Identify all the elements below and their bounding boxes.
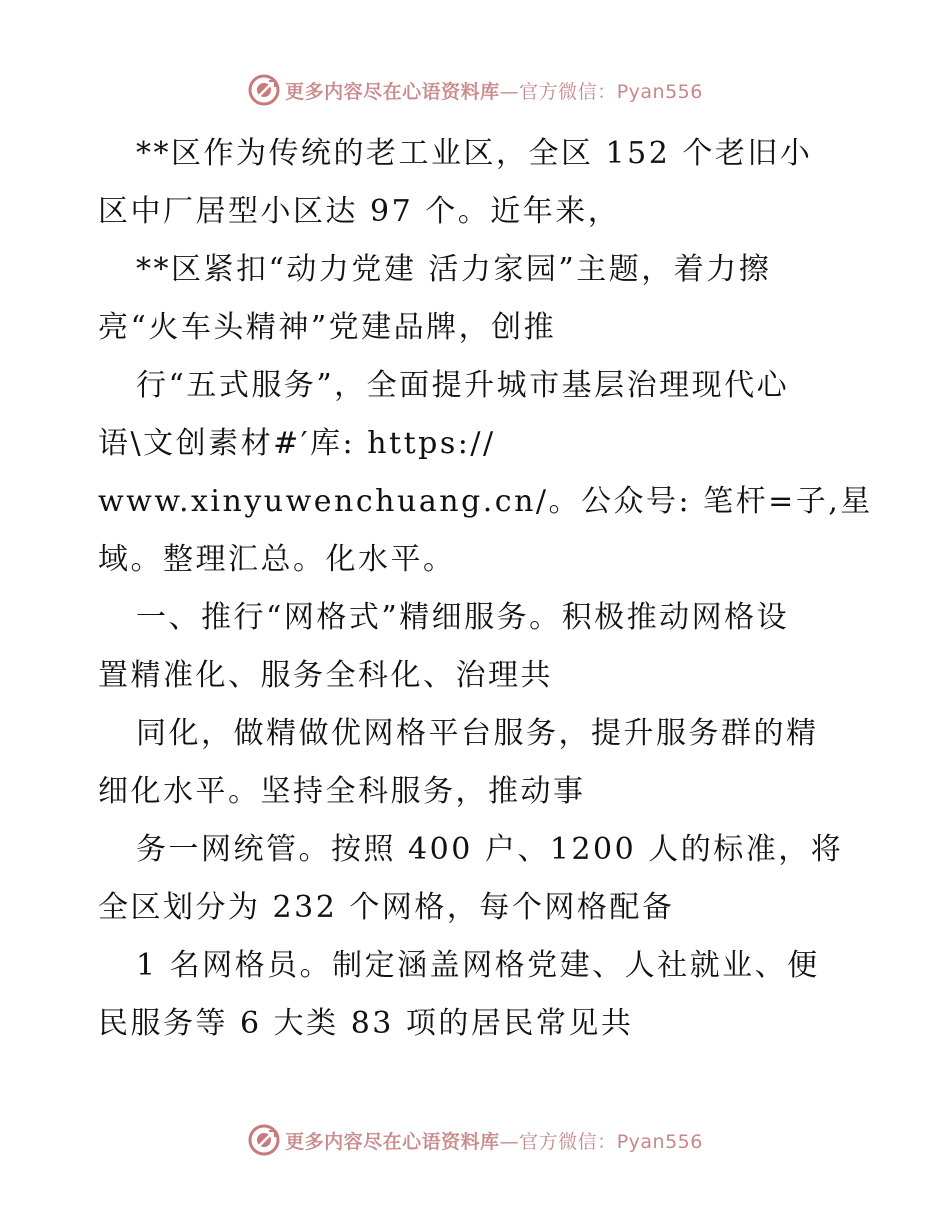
watermark-text bbox=[285, 77, 703, 104]
watermark-logo-icon bbox=[247, 73, 281, 107]
text-line: www.xinyuwenchuang.cn/。公众号: 笔杆=子,星 bbox=[98, 484, 873, 519]
text-line: 一、推行“网格式”精细服务。积极推动网格设 bbox=[136, 600, 790, 635]
text-line: 亮“火车头精神”党建品牌，创推 bbox=[98, 310, 557, 345]
text-line: 全区划分为 232 个网格，每个网格配备 bbox=[98, 890, 675, 925]
text-line: 域。整理汇总。化水平。 bbox=[98, 542, 456, 577]
watermark-sep: — bbox=[499, 80, 520, 103]
text-line: **区紧扣“动力党建 活力家园”主题，着力擦 bbox=[136, 252, 772, 287]
text-line: 民服务等 6 大类 83 项的居民常见共 bbox=[98, 1006, 634, 1041]
document-body bbox=[98, 125, 873, 1053]
watermark-official: 官方微信： bbox=[519, 1130, 617, 1153]
text-line: 行“五式服务”，全面提升城市基层治理现代心 bbox=[136, 368, 790, 403]
watermark-text bbox=[285, 1127, 703, 1154]
text-line: **区作为传统的老工业区，全区 152 个老旧小 bbox=[136, 136, 813, 171]
text-line: 细化水平。坚持全科服务，推动事 bbox=[98, 774, 586, 809]
header-watermark bbox=[0, 70, 950, 110]
watermark-brand: 更多内容尽在心语资料库 bbox=[285, 80, 500, 103]
watermark-logo-icon bbox=[247, 1123, 281, 1157]
text-line: 区中厂居型小区达 97 个。近年来， bbox=[98, 194, 621, 229]
text-line: 置精准化、服务全科化、治理共 bbox=[98, 658, 553, 693]
footer-watermark bbox=[0, 1120, 950, 1160]
text-line: 同化，做精做优网格平台服务，提升服务群的精 bbox=[136, 716, 819, 751]
text-line: 1 名网格员。制定涵盖网格党建、人社就业、便 bbox=[136, 948, 820, 983]
watermark-id: Pyan556 bbox=[616, 1130, 703, 1153]
text-line: 语\文创素材#′库: https:// bbox=[98, 426, 496, 461]
watermark-sep: — bbox=[499, 1130, 520, 1153]
watermark-official: 官方微信： bbox=[519, 80, 617, 103]
watermark-brand: 更多内容尽在心语资料库 bbox=[285, 1130, 500, 1153]
watermark-id: Pyan556 bbox=[616, 80, 703, 103]
text-line: 务一网统管。按照 400 户、1200 人的标准，将 bbox=[136, 832, 844, 867]
